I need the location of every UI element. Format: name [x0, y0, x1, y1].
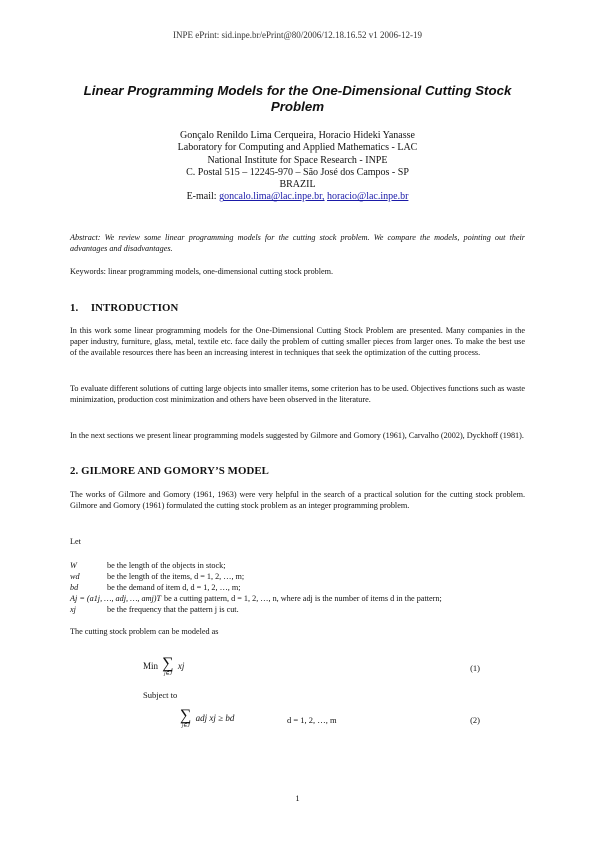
eprint-header: INPE ePrint: sid.inpe.br/ePrint@80/2006/12.18.16.52 v1 2006-12-19: [172, 30, 423, 40]
definition-row: [70, 604, 540, 615]
definition-text: be a cutting pattern, d = 1, 2, …, n, where adj is the number of items d in the pattern;: [164, 594, 442, 603]
equation-number: (2): [470, 715, 480, 725]
section-title: INTRODUCTION: [90, 302, 179, 314]
email-line: [70, 191, 525, 203]
definition-symbol: bd: [70, 583, 79, 592]
definition-row: [70, 560, 540, 571]
definition-row: [70, 593, 540, 604]
author-block: [70, 130, 525, 204]
definition-row: [70, 571, 540, 582]
abstract: Abstract: We review some linear programming models for the cutting stock problem. We compare the models, pointing out their advantages and disadvantages.: [70, 233, 525, 253]
email-link-horacio[interactable]: horacio@lac.inpe.br: [327, 191, 409, 203]
constraint-term: adj xj ≥ bd: [195, 713, 235, 724]
equation-1: [143, 657, 184, 677]
intro-paragraph: To evaluate different solutions of cutting large objects into smaller items, some criterion has to be used. Objectives functions such as waste minimization, production cost minimization and others have been observed in the literature.: [70, 384, 526, 405]
definition-symbol: xj: [70, 605, 76, 614]
author-names: Gonçalo Renildo Lima Cerqueira, Horacio Hideki Yanasse: [180, 130, 415, 141]
definition-symbol: wd: [70, 572, 80, 581]
sum-index: j∈J: [163, 671, 172, 677]
affiliation-line: National Institute for Space Research - INPE: [207, 154, 388, 166]
objective-term: xj: [177, 661, 185, 672]
equation-number: (1): [470, 663, 480, 673]
constraint-range: d = 1, 2, …, m: [287, 715, 337, 725]
definition-text: be the demand of item d, d = 1, 2, …, m;: [107, 583, 241, 592]
definition-list: [70, 560, 540, 615]
page-number: 1: [295, 793, 300, 803]
equation-2: [180, 709, 234, 729]
modeled-as-text: The cutting stock problem can be modeled as: [70, 627, 219, 636]
definition-text: be the length of the items, d = 1, 2, …, m;: [107, 572, 245, 581]
sum-symbol: ∑ j∈J: [162, 655, 174, 677]
affiliation-line: BRAZIL: [279, 179, 316, 191]
sum-index: j∈J: [181, 723, 190, 729]
definition-text: be the frequency that the pattern j is cut.: [107, 605, 239, 614]
section-number: 1.: [70, 302, 79, 314]
let-text: Let: [70, 537, 81, 546]
paper-title: Linear Programming Models for the One-Dimensional Cutting Stock Problem: [83, 83, 512, 114]
section-heading-introduction: [70, 302, 178, 314]
subject-to-text: Subject to: [143, 690, 178, 700]
definition-symbol: W: [70, 561, 77, 570]
intro-paragraph: In the next sections we present linear programming models suggested by Gilmore and Gomory (1961), Carvalho (2002), Dyckhoff (1981).: [70, 431, 524, 440]
keywords: Keywords: linear programming models, one-dimensional cutting stock problem.: [70, 267, 334, 276]
definition-text: be the length of the objects in stock;: [107, 561, 226, 570]
affiliation-line: Laboratory for Computing and Applied Mathematics - LAC: [177, 142, 418, 154]
definition-row: [70, 582, 540, 593]
affiliation-line: C. Postal 515 – 12245-970 – São José dos Campos - SP: [186, 166, 409, 178]
email-label: E-mail:: [186, 191, 217, 203]
section-heading-gilmore-gomory: 2. GILMORE AND GOMORY’S MODEL: [70, 465, 269, 477]
intro-paragraph: In this work some linear programming models for the One-Dimensional Cutting Stock Problem are presented. Many companies in the paper industry, furniture, glass, metal, textile etc. face daily the problem of cutting smaller pieces from larger ones. To make the best use of the available resources there has been an increasing interest in techniques that seek the optimization of the cutting process.: [70, 326, 525, 358]
min-operator: Min: [143, 661, 159, 672]
sum-symbol: ∑ j∈J: [180, 707, 192, 729]
gilmore-paragraph: The works of Gilmore and Gomory (1961, 1963) were very helpful in the search of a practical solution for the cutting stock problem. Gilmore and Gomory (1961) formulated the cutting stock problem as an integer programming problem.: [70, 490, 525, 511]
email-link-goncalo[interactable]: goncalo.lima@lac.inpe.br,: [219, 191, 325, 203]
definition-symbol: Aj = (a1j, …, adj, …, amj)T: [70, 594, 162, 603]
